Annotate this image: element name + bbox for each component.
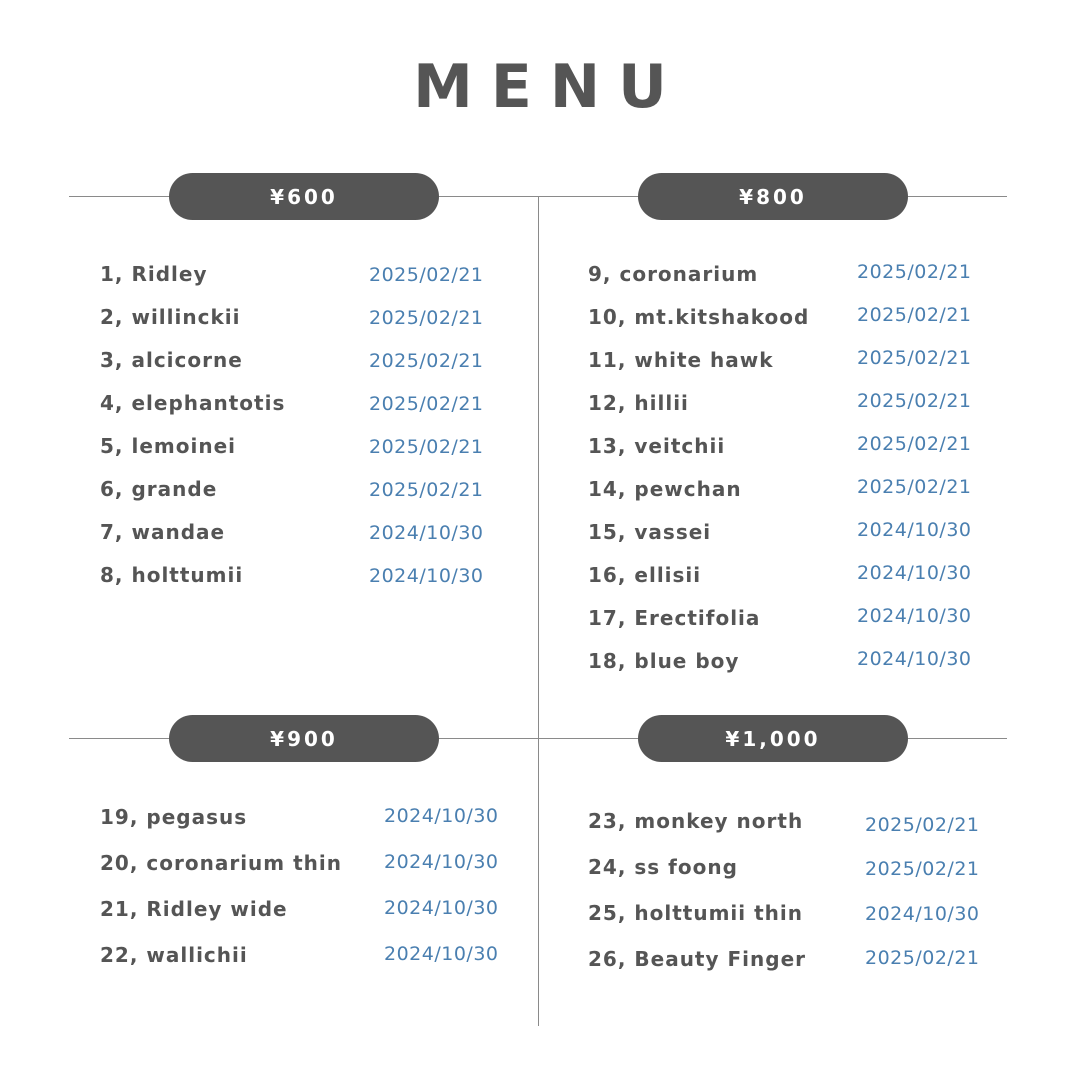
item-name: 9, coronarium [588, 262, 759, 286]
item-date: 2024/10/30 [865, 903, 980, 925]
item-name: 11, white hawk [588, 348, 774, 372]
item-name: 21, Ridley wide [100, 897, 288, 921]
item-name: 24, ss foong [588, 855, 738, 879]
item-date: 2024/10/30 [384, 851, 499, 873]
item-date: 2025/02/21 [865, 858, 980, 880]
item-date: 2025/02/21 [857, 347, 972, 369]
item-name: 3, alcicorne [100, 348, 243, 372]
menu-list-600 [100, 262, 520, 602]
item-date: 2025/02/21 [857, 433, 972, 455]
item-name: 6, grande [100, 477, 218, 501]
item-date: 2025/02/21 [857, 476, 972, 498]
item-name: 26, Beauty Finger [588, 947, 806, 971]
item-name: 16, ellisii [588, 563, 702, 587]
item-name: 17, Erectifolia [588, 606, 761, 630]
item-name: 4, elephantotis [100, 391, 286, 415]
item-date: 2025/02/21 [865, 814, 980, 836]
item-name: 19, pegasus [100, 805, 248, 829]
item-name: 22, wallichii [100, 943, 248, 967]
menu-list-900 [100, 805, 530, 985]
item-name: 8, holttumii [100, 563, 244, 587]
menu-list-1000 [588, 809, 1018, 989]
item-name: 10, mt.kitshakood [588, 305, 810, 329]
item-date: 2025/02/21 [865, 947, 980, 969]
divider-vertical [538, 196, 539, 1026]
item-name: 13, veitchii [588, 434, 726, 458]
item-date: 2025/02/21 [369, 307, 484, 329]
item-date: 2024/10/30 [384, 805, 499, 827]
item-name: 18, blue boy [588, 649, 740, 673]
item-name: 20, coronarium thin [100, 851, 342, 875]
item-date: 2024/10/30 [384, 897, 499, 919]
item-name: 14, pewchan [588, 477, 742, 501]
item-name: 5, lemoinei [100, 434, 236, 458]
item-date: 2025/02/21 [369, 479, 484, 501]
item-name: 12, hillii [588, 391, 689, 415]
item-date: 2024/10/30 [857, 562, 972, 584]
price-badge-800: ¥800 [638, 173, 908, 220]
item-name: 7, wandae [100, 520, 226, 544]
item-date: 2024/10/30 [857, 519, 972, 541]
item-date: 2024/10/30 [369, 522, 484, 544]
item-name: 23, monkey north [588, 809, 804, 833]
price-badge-900: ¥900 [169, 715, 439, 762]
price-badge-600: ¥600 [169, 173, 439, 220]
item-date: 2025/02/21 [857, 304, 972, 326]
item-date: 2024/10/30 [857, 648, 972, 670]
item-date: 2024/10/30 [384, 943, 499, 965]
item-date: 2025/02/21 [369, 436, 484, 458]
page-title: MENU [413, 52, 685, 122]
menu-list-800 [588, 262, 1008, 682]
item-name: 1, Ridley [100, 262, 208, 286]
item-date: 2025/02/21 [369, 264, 484, 286]
item-name: 15, vassei [588, 520, 712, 544]
item-date: 2024/10/30 [369, 565, 484, 587]
item-date: 2025/02/21 [369, 350, 484, 372]
item-name: 25, holttumii thin [588, 901, 803, 925]
item-date: 2024/10/30 [857, 605, 972, 627]
item-date: 2025/02/21 [857, 390, 972, 412]
item-name: 2, willinckii [100, 305, 241, 329]
price-badge-1000: ¥1,000 [638, 715, 908, 762]
item-date: 2025/02/21 [857, 261, 972, 283]
item-date: 2025/02/21 [369, 393, 484, 415]
